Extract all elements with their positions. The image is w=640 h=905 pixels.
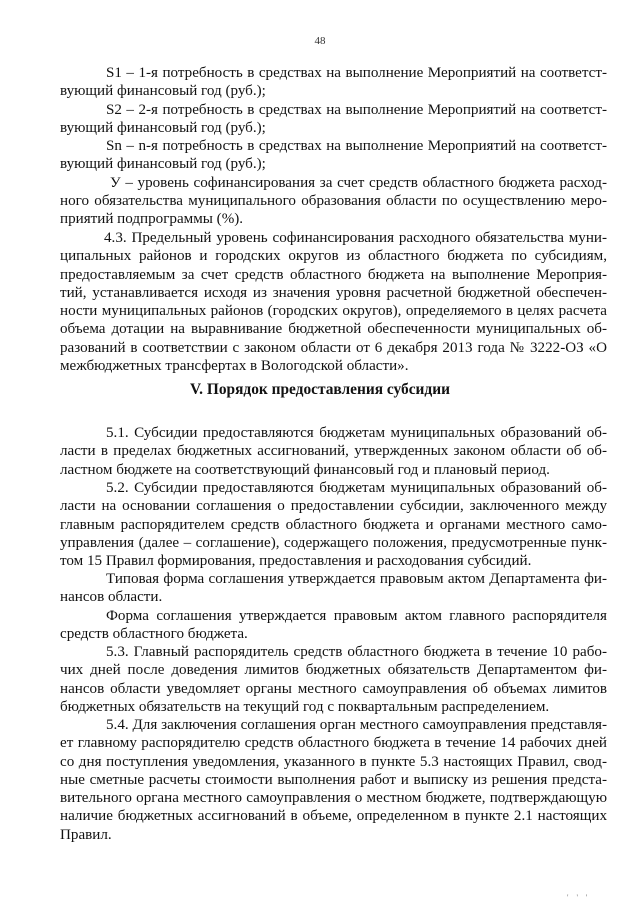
- text-line: S2 – 2-я потребность в средствах на выполнение Мероприятий на соответст-: [106, 101, 607, 118]
- scan-mark: ' ' ': [567, 893, 591, 902]
- text-line: 5.3. Главный распорядитель средств областного бюджета в течение 10 рабо-: [106, 644, 607, 660]
- text-line: 5.1. Субсидии предоставляются бюджетам муниципальных образований об-: [106, 425, 607, 441]
- text-line: Правил.: [60, 826, 112, 843]
- text-line: Типовая форма соглашения утверждается правовым актом Департамента фи-: [106, 571, 607, 587]
- text-line: ласти на основании соглашения о предоставлении субсидии, заключенного между: [60, 498, 607, 515]
- text-line: ного обязательства муниципального образования области по осуществлению меро-: [60, 193, 607, 210]
- text-line: том 15 Правил формирования, предоставления и расходования субсидий.: [60, 553, 532, 570]
- section-heading: V. Порядок предоставления субсидии: [190, 381, 450, 398]
- text-line: ципальных районов и городских округов из областного бюджета по субсидиям,: [60, 248, 607, 265]
- page-number: 48: [314, 35, 326, 47]
- text-line: тий, устанавливается исходя из значения уровня расчетной бюджетной обеспечен-: [60, 284, 607, 301]
- text-line: предоставляемым за счет средств областного бюджета на выполнение Мероприя-: [60, 266, 607, 283]
- text-line: У – уровень софинансирования за счет средств областного бюджета расход-: [110, 174, 607, 191]
- text-line: вительного органа местного самоуправления о местном бюджете, подтверждающую: [60, 790, 607, 807]
- text-line: наличие бюджетных ассигнований в объеме, определенном в пункте 2.1 настоящих: [60, 808, 607, 825]
- text-line: чих дней после доведения лимитов бюджетных обязательств Департаментом фи-: [60, 662, 607, 679]
- paragraph-4-3: [60, 229, 607, 375]
- text-line: нансов области.: [60, 589, 163, 606]
- text-line: ластном бюджете на соответствующий финансовый год и плановый период.: [60, 461, 550, 478]
- text-line: вующий финансовый год (руб.);: [60, 119, 266, 136]
- paragraph-5-4: [60, 716, 607, 844]
- text-line: средств областного бюджета.: [60, 626, 248, 643]
- text-line: нансов области уведомляет органы местного самоуправления об объемах лимитов: [60, 680, 607, 697]
- text-line: 5.4. Для заключения соглашения орган местного самоуправления представля-: [106, 717, 607, 733]
- text-line: вующий финансовый год (руб.);: [60, 156, 266, 173]
- paragraph-agreement-form: [60, 607, 607, 644]
- text-line: ет главному распорядителю средств областного бюджета в течение 14 рабочих дней: [60, 735, 607, 752]
- text-line: ности муниципальных районов (городских округов), определяемого в целях расчета: [60, 303, 607, 320]
- paragraph-5-3: [60, 643, 607, 716]
- text-line: бюджетных обязательств на текущий год с поквартальным распределением.: [60, 698, 550, 715]
- text-line: 5.2. Субсидии предоставляются бюджетам муниципальных образований об-: [106, 480, 607, 496]
- text-line: объема дотации на выравнивание бюджетной обеспеченности муниципальных об-: [60, 321, 607, 338]
- text-line: вующий финансовый год (руб.);: [60, 83, 266, 100]
- text-line: 4.3. Предельный уровень софинансирования расходного обязательства муни-: [104, 230, 607, 246]
- text-line: Форма соглашения утверждается правовым актом главного распорядителя: [106, 608, 607, 624]
- text-line: S1 – 1-я потребность в средствах на выполнение Мероприятий на соответст-: [106, 65, 607, 81]
- text-line: разований в соответствии с законом области от 6 декабря 2013 года № 3222-ОЗ «О: [60, 339, 607, 356]
- text-line: межбюджетных трансфертах в Вологодской области».: [60, 358, 409, 375]
- paragraph-5-2: [60, 479, 607, 570]
- text-line: ласти в пределах бюджетных ассигнований, утвержденных законом области об об-: [60, 443, 607, 460]
- text-line: управления (далее – соглашение), содержащего положения, предусмотренные пунк-: [60, 534, 607, 551]
- text-line: ные сметные расчеты стоимости выполнения работ и выписку из решения предста-: [60, 771, 607, 788]
- paragraph-typical-form: [60, 570, 607, 607]
- text-line: со дня поступления уведомления, указанного в пункте 5.3 настоящих Правил, свод-: [60, 753, 607, 770]
- text-line: главным распорядителем средств областного бюджета и органами местного само-: [60, 516, 607, 533]
- text-line: Sn – n-я потребность в средствах на выполнение Мероприятий на соответст-: [106, 138, 607, 155]
- paragraph-5-1: [60, 424, 607, 479]
- definitions-block: [60, 64, 607, 229]
- text-line: приятий подпрограммы (%).: [60, 211, 244, 228]
